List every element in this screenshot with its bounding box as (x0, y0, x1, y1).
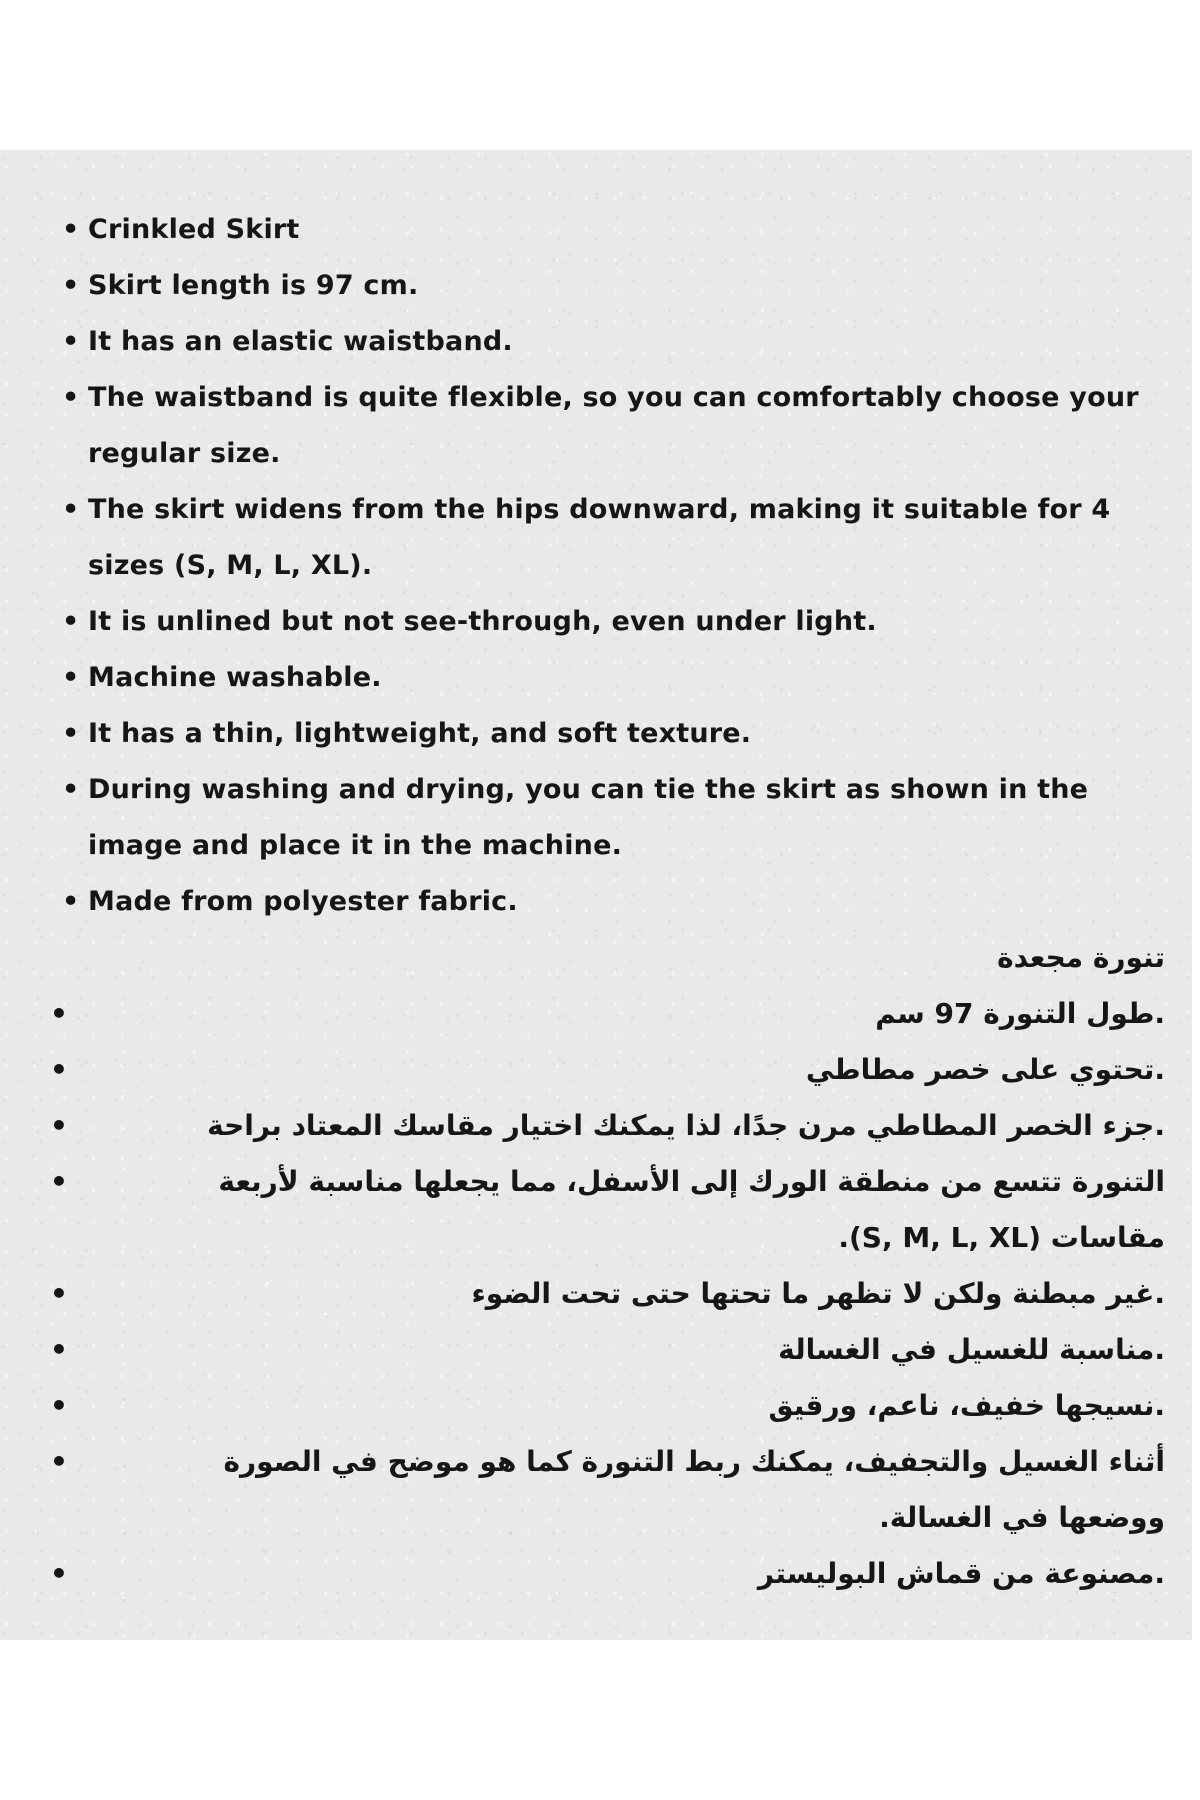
arabic-feature-item (50, 1434, 1165, 1546)
feature-text: .مناسبة للغسيل في الغسالة (778, 1333, 1165, 1366)
english-feature-item (60, 650, 1170, 706)
feature-text: It has a thin, lightweight, and soft texture. (88, 718, 752, 749)
feature-text: It has an elastic waistband. (88, 326, 513, 357)
feature-text: .طول التنورة 97 سم (875, 997, 1165, 1030)
feature-text: Skirt length is 97 cm. (88, 270, 419, 301)
feature-text: The skirt widens from the hips downward, making it suitable for 4 sizes (S, M, L, XL). (88, 494, 1111, 581)
arabic-feature-list (50, 986, 1165, 1602)
bullet-icon: • (62, 494, 80, 525)
arabic-feature-item (50, 1546, 1165, 1602)
english-feature-item (60, 258, 1170, 314)
english-feature-item (60, 482, 1170, 594)
english-feature-item (60, 594, 1170, 650)
arabic-section (50, 930, 1165, 1602)
arabic-feature-item (50, 1098, 1165, 1154)
product-description-card (0, 150, 1192, 1640)
feature-text: The waistband is quite flexible, so you can comfortably choose your regular size. (88, 382, 1139, 469)
bullet-icon: • (62, 662, 80, 693)
feature-text: It is unlined but not see-through, even under light. (88, 606, 877, 637)
arabic-feature-item (50, 1154, 1165, 1266)
bullet-icon: • (50, 1053, 68, 1086)
english-feature-item (60, 370, 1170, 482)
bullet-icon: • (50, 1109, 68, 1142)
english-feature-item (60, 874, 1170, 930)
bullet-icon: • (50, 1165, 68, 1198)
arabic-feature-item (50, 1378, 1165, 1434)
feature-text: .نسيجها خفيف، ناعم، ورقيق (768, 1389, 1165, 1422)
bullet-icon: • (62, 606, 80, 637)
bullet-icon: • (62, 774, 80, 805)
bullet-icon: • (50, 1445, 68, 1478)
bullet-icon: • (50, 997, 68, 1030)
english-feature-list (60, 202, 1170, 930)
bullet-icon: • (62, 326, 80, 357)
bullet-icon: • (62, 214, 80, 245)
arabic-feature-item (50, 1266, 1165, 1322)
bullet-icon: • (62, 718, 80, 749)
feature-text: Crinkled Skirt (88, 214, 300, 245)
bullet-icon: • (62, 886, 80, 917)
feature-text: أثناء الغسيل والتجفيف، يمكنك ربط التنورة كما هو موضح في الصورة ووضعها في الغسالة. (223, 1445, 1165, 1534)
bullet-icon: • (50, 1277, 68, 1310)
arabic-title: تنورة مجعدة (997, 941, 1165, 974)
feature-text: التنورة تتسع من منطقة الورك إلى الأسفل، مما يجعلها مناسبة لأربعة مقاسات (S, M, L, XL). (218, 1165, 1165, 1254)
bullet-icon: • (50, 1333, 68, 1366)
bullet-icon: • (50, 1389, 68, 1422)
arabic-feature-item (50, 1042, 1165, 1098)
bullet-icon: • (62, 382, 80, 413)
english-feature-item (60, 762, 1170, 874)
feature-text: .جزء الخصر المطاطي مرن جدًا، لذا يمكنك اختيار مقاسك المعتاد براحة (207, 1109, 1165, 1142)
english-feature-item (60, 202, 1170, 258)
feature-text: During washing and drying, you can tie the skirt as shown in the image and place it in the machine. (88, 774, 1089, 861)
bullet-icon: • (62, 270, 80, 301)
feature-text: .غير مبطنة ولكن لا تظهر ما تحتها حتى تحت الضوء (471, 1277, 1165, 1310)
feature-text: Made from polyester fabric. (88, 886, 518, 917)
english-feature-item (60, 314, 1170, 370)
bullet-icon: • (50, 1557, 68, 1590)
arabic-feature-item (50, 1322, 1165, 1378)
english-feature-item (60, 706, 1170, 762)
feature-text: .تحتوي على خصر مطاطي (805, 1053, 1165, 1086)
feature-text: Machine washable. (88, 662, 382, 693)
feature-text: .مصنوعة من قماش البوليستر (757, 1557, 1165, 1590)
arabic-feature-item (50, 986, 1165, 1042)
